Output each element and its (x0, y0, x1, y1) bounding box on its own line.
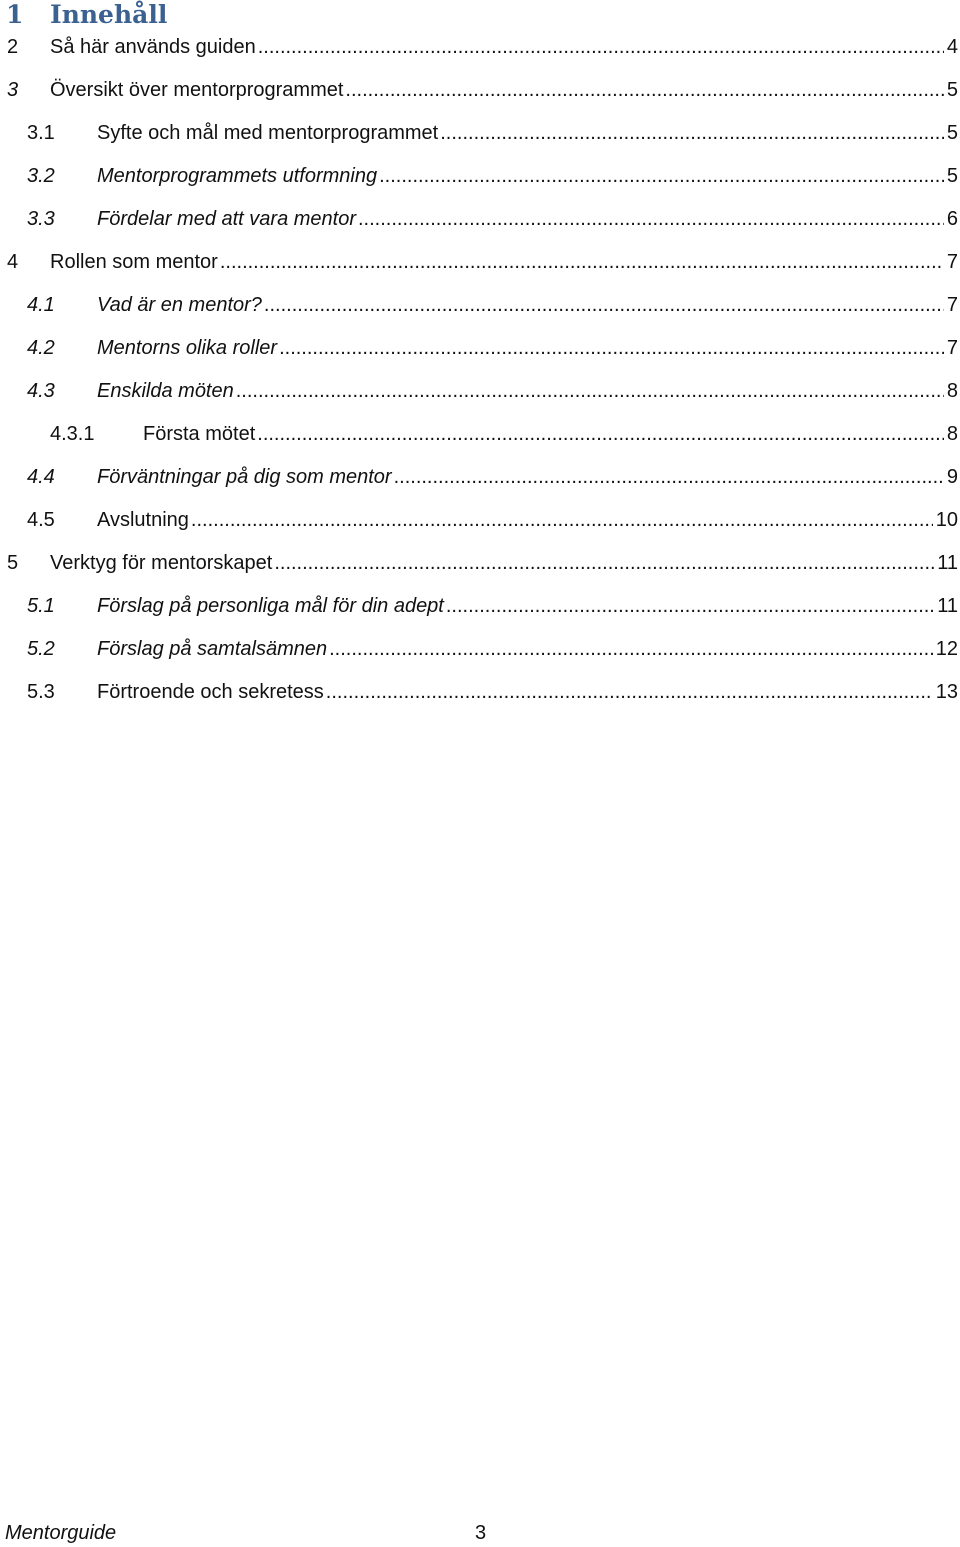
toc-entry-title[interactable]: Så här används guiden (50, 36, 256, 58)
toc-entry-page: 11 (937, 552, 958, 574)
toc-entry-title[interactable]: Första mötet (143, 423, 256, 445)
toc-entry-line (97, 462, 958, 492)
toc-entry-line (97, 634, 958, 664)
toc-entry-line (97, 591, 958, 621)
toc-entry-title[interactable]: Syfte och mål med mentorprogrammet (97, 122, 439, 144)
toc-entry[interactable] (0, 462, 960, 492)
toc-entry-page: 9 (946, 466, 958, 488)
toc-entry[interactable] (0, 419, 960, 449)
toc-dot-leader (345, 75, 943, 105)
toc-entry[interactable] (0, 505, 960, 535)
toc-entry-number: 5 (7, 552, 19, 574)
toc-entry-line (97, 677, 958, 707)
toc-entry-title[interactable]: Vad är en mentor? (97, 294, 262, 316)
toc-dot-leader (446, 591, 934, 621)
toc-entry-page: 7 (946, 337, 958, 359)
toc-dot-leader (220, 247, 944, 277)
toc-entry-line (50, 32, 958, 62)
toc-entry-page: 11 (937, 595, 958, 617)
toc-dot-leader (326, 677, 933, 707)
toc-entry-number: 4.2 (27, 337, 55, 359)
toc-entry-title[interactable]: Översikt över mentorprogrammet (50, 79, 344, 101)
toc-entry-number: 3.3 (27, 208, 55, 230)
toc-dot-leader (257, 419, 944, 449)
toc-entry-number: 4.4 (27, 466, 55, 488)
footer-page-number: 3 (475, 1522, 487, 1544)
toc-entry-page: 6 (946, 208, 958, 230)
toc-entry-number: 3.2 (27, 165, 55, 187)
toc-entry[interactable] (0, 32, 960, 62)
toc-entry-page: 5 (946, 122, 958, 144)
toc-heading-number: 1 (6, 0, 24, 29)
toc-entry-number: 5.1 (27, 595, 55, 617)
toc-dot-leader (358, 204, 944, 234)
toc-entry-line (50, 247, 958, 277)
toc-dot-leader (394, 462, 944, 492)
toc-entry-line (97, 161, 958, 191)
toc-entry-page: 13 (935, 681, 958, 703)
toc-entry-title[interactable]: Avslutning (97, 509, 189, 531)
toc-entry[interactable] (0, 677, 960, 707)
toc-entry-number: 4.3.1 (50, 423, 95, 445)
toc-entry-line (97, 290, 958, 320)
toc-entry-page: 12 (935, 638, 958, 660)
toc-entry-title[interactable]: Förtroende och sekretess (97, 681, 324, 703)
toc-entry-line (97, 118, 958, 148)
toc-dot-leader (279, 333, 944, 363)
toc-entry[interactable] (0, 290, 960, 320)
toc-entry-title[interactable]: Verktyg för mentorskapet (50, 552, 273, 574)
toc-entry[interactable] (0, 161, 960, 191)
toc-entry-number: 4.5 (27, 509, 55, 531)
toc-entry-number: 4.3 (27, 380, 55, 402)
toc-entry[interactable] (0, 247, 960, 277)
toc-entry-title[interactable]: Rollen som mentor (50, 251, 218, 273)
toc-dot-leader (379, 161, 944, 191)
toc-dot-leader (264, 290, 944, 320)
toc-entry-line (97, 505, 958, 535)
toc-entry-title[interactable]: Förslag på personliga mål för din adept (97, 595, 444, 617)
toc-dot-leader (191, 505, 933, 535)
toc-dot-leader (329, 634, 933, 664)
toc-entry-line (97, 376, 958, 406)
toc-entry-title[interactable]: Mentorprogrammets utformning (97, 165, 378, 187)
toc-entry[interactable] (0, 75, 960, 105)
toc-entry-line (143, 419, 958, 449)
toc-entry[interactable] (0, 333, 960, 363)
toc-entry[interactable] (0, 376, 960, 406)
footer-title: Mentorguide (5, 1522, 117, 1544)
toc-entry[interactable] (0, 118, 960, 148)
toc-dot-leader (258, 32, 944, 62)
toc-entry[interactable] (0, 548, 960, 578)
toc-heading-title: Innehåll (50, 0, 168, 29)
toc-entry-page: 5 (946, 165, 958, 187)
toc-entry-title[interactable]: Enskilda möten (97, 380, 234, 402)
toc-entry[interactable] (0, 204, 960, 234)
toc-entry-page: 5 (946, 79, 958, 101)
toc-entry-number: 4 (7, 251, 19, 273)
toc-entry-page: 7 (946, 251, 958, 273)
toc-entry-number: 2 (7, 36, 19, 58)
toc-entry-title[interactable]: Mentorns olika roller (97, 337, 278, 359)
toc-entry-page: 4 (946, 36, 958, 58)
toc-entry-page: 8 (946, 423, 958, 445)
toc-entry-number: 3.1 (27, 122, 55, 144)
toc-entry[interactable] (0, 591, 960, 621)
toc-entry-number: 3 (7, 79, 19, 101)
toc-entry-line (50, 75, 958, 105)
toc-entry-line (97, 204, 958, 234)
toc-entry-line (97, 333, 958, 363)
toc-entry-page: 10 (935, 509, 958, 531)
toc-entry-title[interactable]: Fördelar med att vara mentor (97, 208, 356, 230)
toc-entry-page: 7 (946, 294, 958, 316)
toc-entry[interactable] (0, 634, 960, 664)
toc-entry-title[interactable]: Förslag på samtalsämnen (97, 638, 328, 660)
toc-dot-leader (236, 376, 944, 406)
toc-heading (6, 0, 167, 30)
toc-dot-leader (274, 548, 934, 578)
toc-entry-number: 5.3 (27, 681, 55, 703)
toc-entry-number: 4.1 (27, 294, 55, 316)
toc-dot-leader (440, 118, 944, 148)
toc-entry-page: 8 (946, 380, 958, 402)
toc-entry-title[interactable]: Förväntningar på dig som mentor (97, 466, 392, 488)
toc-entry-number: 5.2 (27, 638, 55, 660)
toc-entry-line (50, 548, 958, 578)
